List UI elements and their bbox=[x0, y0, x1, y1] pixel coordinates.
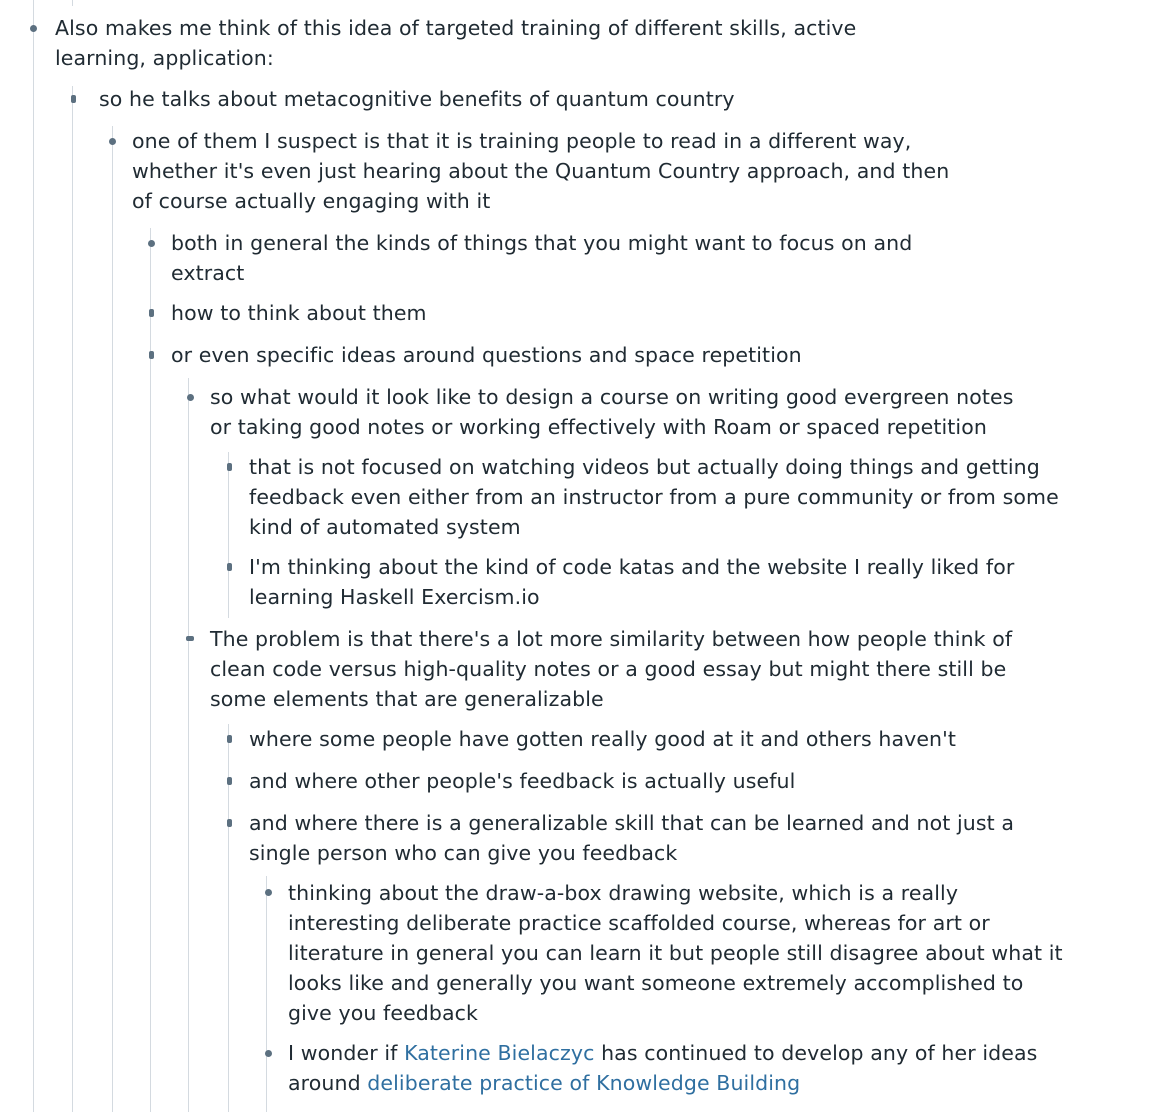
block-text-line[interactable]: single person who can give you feedback bbox=[249, 841, 678, 865]
block-text-line[interactable]: around deliberate practice of Knowledge Building bbox=[288, 1071, 801, 1095]
block-text-line[interactable]: or taking good notes or working effectively with Roam or spaced repetition bbox=[210, 415, 987, 439]
bullet-dot-icon[interactable] bbox=[148, 240, 155, 247]
bullet-collapsed-icon[interactable] bbox=[186, 636, 194, 641]
block-text-line[interactable]: Also makes me think of this idea of targeted training of different skills, active bbox=[55, 16, 857, 40]
page-link-katerine-bielaczyc[interactable]: Katerine Bielaczyc bbox=[404, 1041, 595, 1065]
indent-guide bbox=[33, 0, 34, 1112]
bullet-collapsed-icon[interactable] bbox=[227, 735, 232, 743]
bullet-dot-icon[interactable] bbox=[187, 394, 194, 401]
bullet-collapsed-icon[interactable] bbox=[71, 95, 76, 103]
block-text-line[interactable]: how to think about them bbox=[171, 301, 427, 325]
block-text-line[interactable]: where some people have gotten really good at it and others haven't bbox=[249, 727, 957, 751]
indent-guide bbox=[72, 86, 73, 1112]
block-text-line[interactable]: so what would it look like to design a course on writing good evergreen notes bbox=[210, 385, 1014, 409]
block-text-line[interactable]: both in general the kinds of things that you might want to focus on and bbox=[171, 231, 913, 255]
block-text-line[interactable]: some elements that are generalizable bbox=[210, 687, 604, 711]
page-link-deliberate-practice[interactable]: deliberate practice of Knowledge Building bbox=[367, 1071, 801, 1095]
block-text-line[interactable]: and where other people's feedback is actually useful bbox=[249, 769, 796, 793]
block-text-line[interactable]: whether it's even just hearing about the Quantum Country approach, and then bbox=[132, 159, 950, 183]
indent-guide bbox=[72, 0, 73, 6]
block-text-line[interactable]: extract bbox=[171, 261, 245, 285]
block-text-line[interactable]: one of them I suspect is that it is training people to read in a different way, bbox=[132, 129, 912, 153]
block-text-line[interactable]: that is not focused on watching videos but actually doing things and getting bbox=[249, 455, 1040, 479]
block-text-line[interactable]: feedback even either from an instructor from a pure community or from some bbox=[249, 485, 1059, 509]
block-text-line[interactable]: learning, application: bbox=[55, 46, 274, 70]
bullet-dot-icon[interactable] bbox=[265, 1050, 272, 1057]
block-text-line[interactable]: give you feedback bbox=[288, 1001, 479, 1025]
block-text-line[interactable]: interesting deliberate practice scaffolded course, whereas for art or bbox=[288, 911, 990, 935]
block-text-line[interactable]: clean code versus high-quality notes or a good essay but might there still be bbox=[210, 657, 1007, 681]
block-text-line[interactable]: I'm thinking about the kind of code katas and the website I really liked for bbox=[249, 555, 1015, 579]
bullet-dot-icon[interactable] bbox=[109, 138, 116, 145]
bullet-dot-icon[interactable] bbox=[30, 25, 37, 32]
block-text-line[interactable]: and where there is a generalizable skill that can be learned and not just a bbox=[249, 811, 1015, 835]
bullet-collapsed-icon[interactable] bbox=[149, 351, 154, 359]
indent-guide bbox=[266, 876, 267, 1112]
indent-guide bbox=[228, 452, 229, 618]
bullet-collapsed-icon[interactable] bbox=[149, 309, 154, 317]
bullet-collapsed-icon[interactable] bbox=[227, 463, 232, 471]
block-text-line[interactable]: kind of automated system bbox=[249, 515, 521, 539]
block-text-line[interactable]: literature in general you can learn it but people still disagree about what it bbox=[288, 941, 1063, 965]
indent-guide bbox=[150, 228, 151, 1112]
block-text-line[interactable]: of course actually engaging with it bbox=[132, 189, 491, 213]
bullet-dot-icon[interactable] bbox=[265, 889, 272, 896]
bullet-collapsed-icon[interactable] bbox=[227, 819, 232, 827]
block-text-line[interactable]: looks like and generally you want someone extremely accomplished to bbox=[288, 971, 1024, 995]
block-text-line[interactable]: I wonder if Katerine Bielaczyc has continued to develop any of her ideas bbox=[288, 1041, 1038, 1065]
bullet-collapsed-icon[interactable] bbox=[227, 563, 232, 571]
block-text-line[interactable]: or even specific ideas around questions and space repetition bbox=[171, 343, 802, 367]
block-text-line[interactable]: learning Haskell Exercism.io bbox=[249, 585, 540, 609]
block-text-line[interactable]: thinking about the draw-a-box drawing website, which is a really bbox=[288, 881, 959, 905]
indent-guide bbox=[188, 378, 189, 1112]
bullet-collapsed-icon[interactable] bbox=[227, 777, 232, 785]
block-text-line[interactable]: so he talks about metacognitive benefits of quantum country bbox=[99, 87, 735, 111]
indent-guide bbox=[112, 126, 113, 1112]
block-text-line[interactable]: The problem is that there's a lot more similarity between how people think of bbox=[210, 627, 1013, 651]
